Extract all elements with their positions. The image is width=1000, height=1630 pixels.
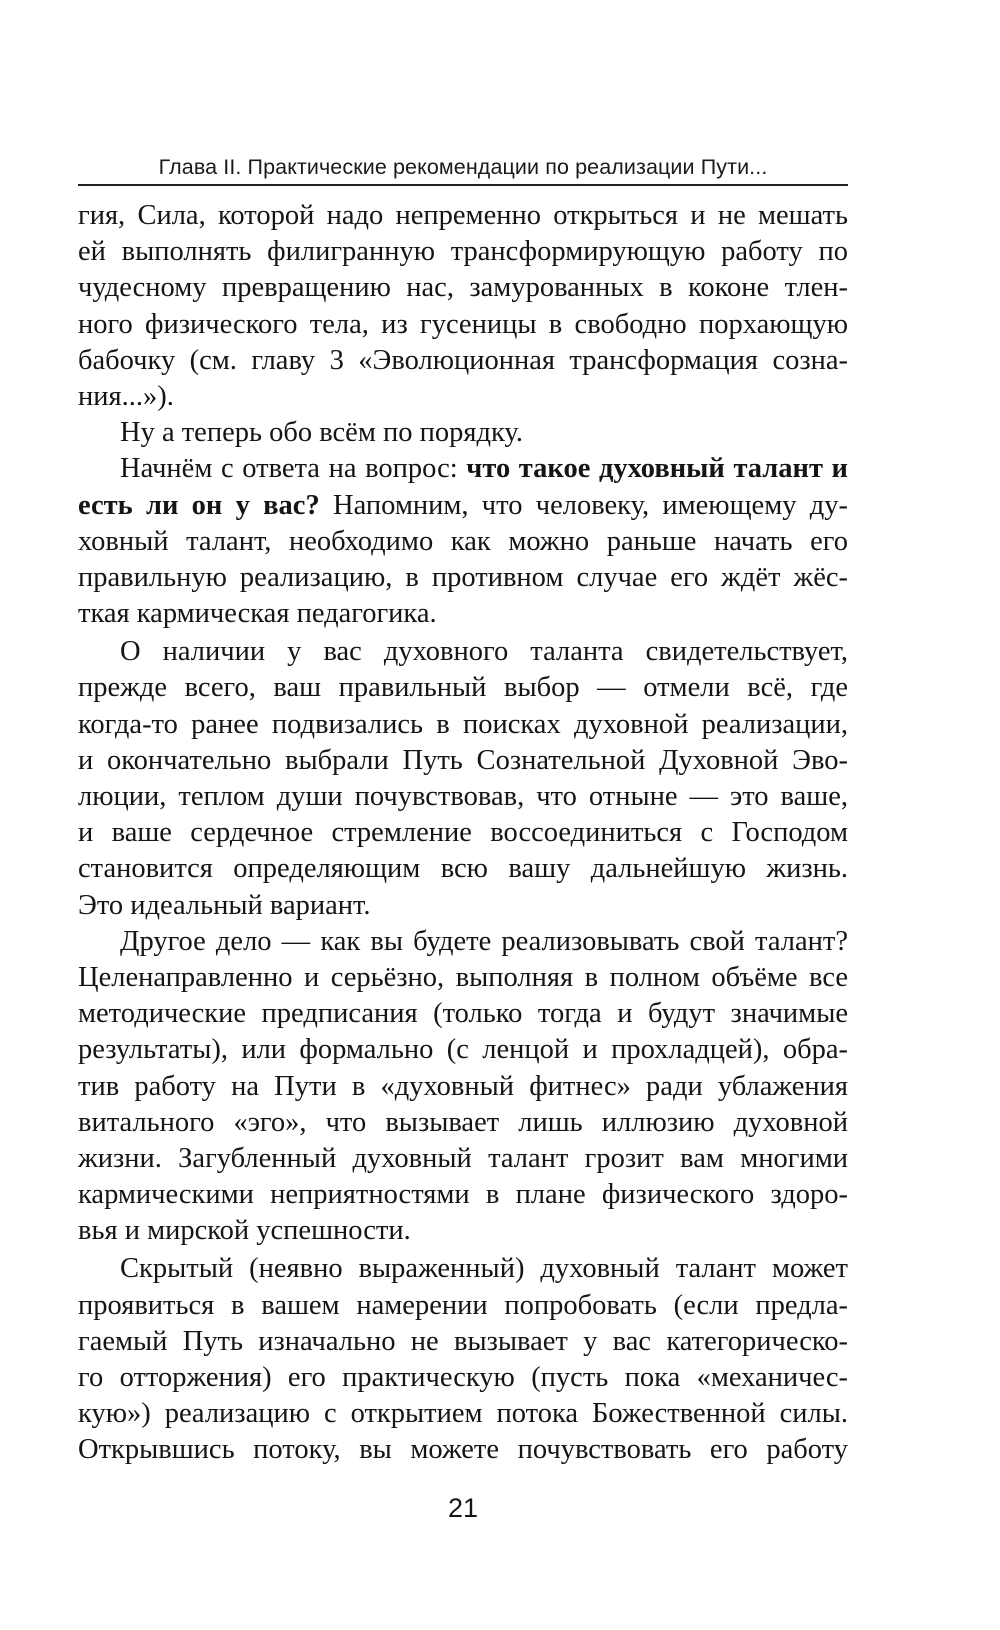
text-line: люции, теплом души почувствовав, что отныне — это ваше, bbox=[78, 781, 848, 812]
text-line: витального «эго», что вызывает лишь иллюзию духовной bbox=[78, 1106, 848, 1138]
text-line: бабочку (см. главу 3 «Эволюционная трансформация созна- bbox=[78, 344, 848, 376]
text-line: и ваше сердечное стремление воссоединиться с Господом bbox=[78, 817, 848, 849]
text-line: проявиться в вашем намерении попробовать (если предла- bbox=[78, 1289, 848, 1321]
text-line: вья и мирской успешности. bbox=[78, 1215, 411, 1247]
text-line: чудесному превращению нас, замурованных в коконе тлен- bbox=[78, 272, 848, 304]
text-line: ткая кармическая педагогика. bbox=[78, 598, 437, 630]
text-line: гия, Сила, которой надо непременно открыться и не мешать bbox=[78, 200, 848, 231]
text-line: жизни. Загубленный духовный талант грозит вам многими bbox=[78, 1142, 848, 1174]
text-line: го отторжения) его практическую (пусть пока «механичес- bbox=[78, 1362, 848, 1393]
body-text bbox=[78, 198, 848, 1469]
bold-question: что такое духовный талант и bbox=[466, 453, 848, 485]
text-line: Ну а теперь обо всём по порядку. bbox=[120, 417, 523, 449]
text-line: О наличии у вас духовного таланта свидетельствует, bbox=[120, 636, 848, 668]
text-line: кую») реализацию с открытием потока Божественной силы. bbox=[78, 1398, 848, 1430]
text-line bbox=[78, 488, 848, 524]
text-run: Начнём с ответа на вопрос: bbox=[120, 453, 467, 485]
text-line: когда-то ранее подвизались в поисках духовной реализации, bbox=[78, 708, 848, 740]
text-line: тив работу на Пути в «духовный фитнес» ради ублажения bbox=[78, 1070, 848, 1102]
text-line: результаты), или формально (с ленцой и прохладцей), обра- bbox=[78, 1034, 848, 1066]
text-line: становится определяющим всю вашу дальнейшую жизнь. bbox=[78, 853, 848, 885]
text-run: Напомним, что человеку, имеющему ду- bbox=[319, 489, 849, 521]
text-line: ния...»). bbox=[78, 380, 174, 412]
text-line: Открывшись потоку, вы можете почувствовать его работу bbox=[78, 1434, 848, 1466]
running-header: Глава II. Практические рекомендации по реализации Пути... bbox=[158, 155, 768, 179]
text-line: ховный талант, необходимо как можно раньше начать его bbox=[78, 525, 848, 557]
text-line: ного физического тела, из гусеницы в свободно порхающую bbox=[78, 308, 848, 340]
text-line: гаемый Путь изначально не вызывает у вас категорическо- bbox=[78, 1325, 848, 1357]
text-line: и окончательно выбрали Путь Сознательной Духовной Эво- bbox=[78, 744, 848, 776]
text-line: Целенаправленно и серьёзно, выполняя в полном объёме все bbox=[78, 961, 848, 993]
text-line: правильную реализацию, в противном случае его ждёт жёс- bbox=[78, 561, 848, 593]
page-number: 21 bbox=[447, 1493, 479, 1523]
text-line: прежде всего, ваш правильный выбор — отмели всё, где bbox=[78, 672, 848, 704]
text-line: ей выполнять филигранную трансформирующую работу по bbox=[78, 236, 848, 268]
text-line bbox=[78, 451, 848, 487]
text-line: кармическими неприятностями в плане физического здоро- bbox=[78, 1179, 848, 1211]
text-line: Скрытый (неявно выраженный) духовный талант может bbox=[120, 1253, 848, 1285]
header-rule bbox=[78, 184, 848, 186]
text-line: методические предписания (только тогда и будут значимые bbox=[78, 998, 848, 1030]
bold-question: есть ли он у вас? bbox=[78, 489, 320, 521]
text-line: Другое дело — как вы будете реализовывать свой талант? bbox=[120, 925, 848, 957]
text-line: Это идеальный вариант. bbox=[78, 889, 371, 921]
